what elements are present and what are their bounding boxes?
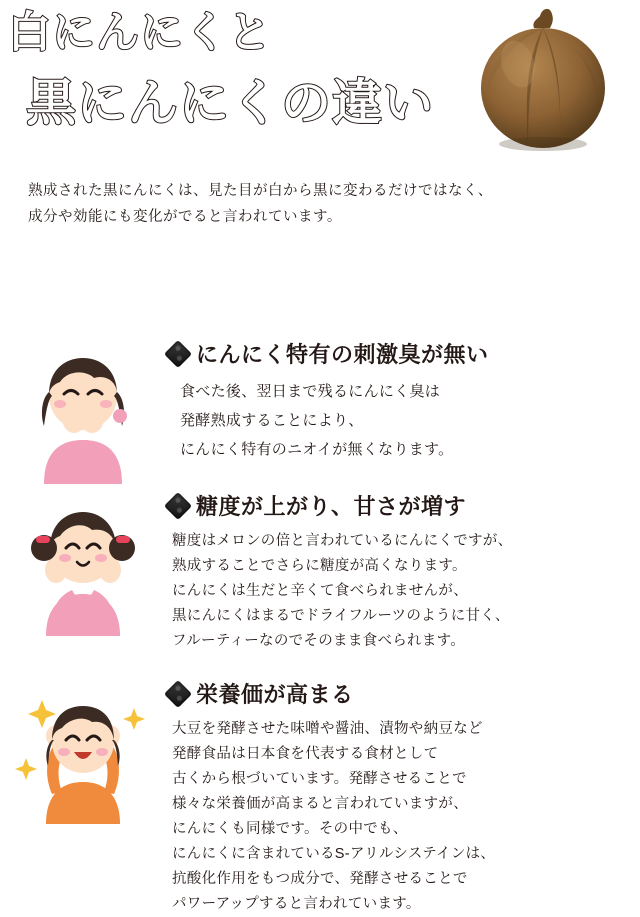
section-sweetness-increases — [0, 490, 640, 654]
section-2-title: 糖度が上がり、甘さが増す — [196, 495, 467, 520]
section-3-line-7: 抗酸化作用をもつ成分で、発酵させることで — [172, 871, 468, 887]
section-3-line-6: にんにくに含まれているS-アリルシステインは、 — [172, 846, 496, 862]
page-header — [0, 0, 640, 166]
section-3-line-4: 様々な栄養価が高まると言われていますが、 — [172, 796, 468, 812]
section-nutritional-value — [0, 678, 640, 917]
section-1-line-2: 発酵熟成することにより、 — [180, 412, 364, 429]
black-garlic-diamond-icon — [164, 491, 192, 519]
section-2-line-2: 熟成することでさらに糖度が高くなります。 — [172, 558, 467, 574]
girl-cheering-with-sparkles-illustration — [8, 684, 158, 824]
section-2-line-3: にんにくは生だと辛くて食べられませんが、 — [172, 583, 468, 599]
section-2-line-5: フルーティーなのでそのまま食べられます。 — [172, 633, 466, 649]
page-title-line-1: 白にんにくと — [8, 8, 272, 58]
section-1-heading — [168, 338, 632, 369]
section-3-line-5: にんにくも同様です。その中でも、 — [172, 821, 408, 837]
section-2-line-4: 黒にんにくはまるでドライフルーツのように甘く、 — [172, 608, 510, 624]
section-3-line-3: 古くから根づいています。発酵させることで — [172, 771, 467, 787]
section-3-title: 栄養価が高まる — [196, 683, 354, 708]
section-2-text — [172, 529, 632, 654]
section-1-body — [168, 338, 640, 464]
section-3-body — [168, 678, 640, 917]
section-2-heading — [168, 490, 632, 521]
intro-line-2: 成分や効能にも変化がでると言われています。 — [28, 209, 342, 225]
girl-pinching-nose-illustration — [8, 344, 158, 484]
section-1-title: にんにく特有の刺激臭が無い — [196, 343, 489, 368]
section-no-pungent-smell — [0, 338, 640, 464]
black-garlic-bulb-image — [470, 2, 624, 154]
intro-line-1: 熟成された黒にんにくは、見た目が白から黒に変わるだけではなく、 — [28, 183, 493, 199]
black-garlic-diamond-icon — [164, 339, 192, 367]
section-3-heading — [168, 678, 632, 709]
section-1-line-3: にんにく特有のニオイが無くなります。 — [180, 441, 454, 458]
section-3-text — [172, 717, 632, 917]
section-1-text — [180, 377, 632, 464]
intro-paragraph — [28, 178, 640, 230]
section-1-line-1: 食べた後、翌日まで残るにんにく臭は — [180, 383, 441, 400]
section-2-line-1: 糖度はメロンの倍と言われているにんにくですが、 — [172, 533, 513, 549]
page-title-line-2: 黒にんにくの違い — [26, 74, 434, 132]
girl-smiling-hands-on-cheeks-illustration — [8, 496, 158, 636]
section-2-body — [168, 490, 640, 654]
section-3-line-2: 発酵食品は日本食を代表する食材として — [172, 746, 439, 762]
section-3-line-8: パワーアップすると言われています。 — [172, 896, 421, 912]
black-garlic-diamond-icon — [164, 679, 192, 707]
section-3-line-1: 大豆を発酵させた味噌や醤油、漬物や納豆など — [172, 721, 483, 737]
